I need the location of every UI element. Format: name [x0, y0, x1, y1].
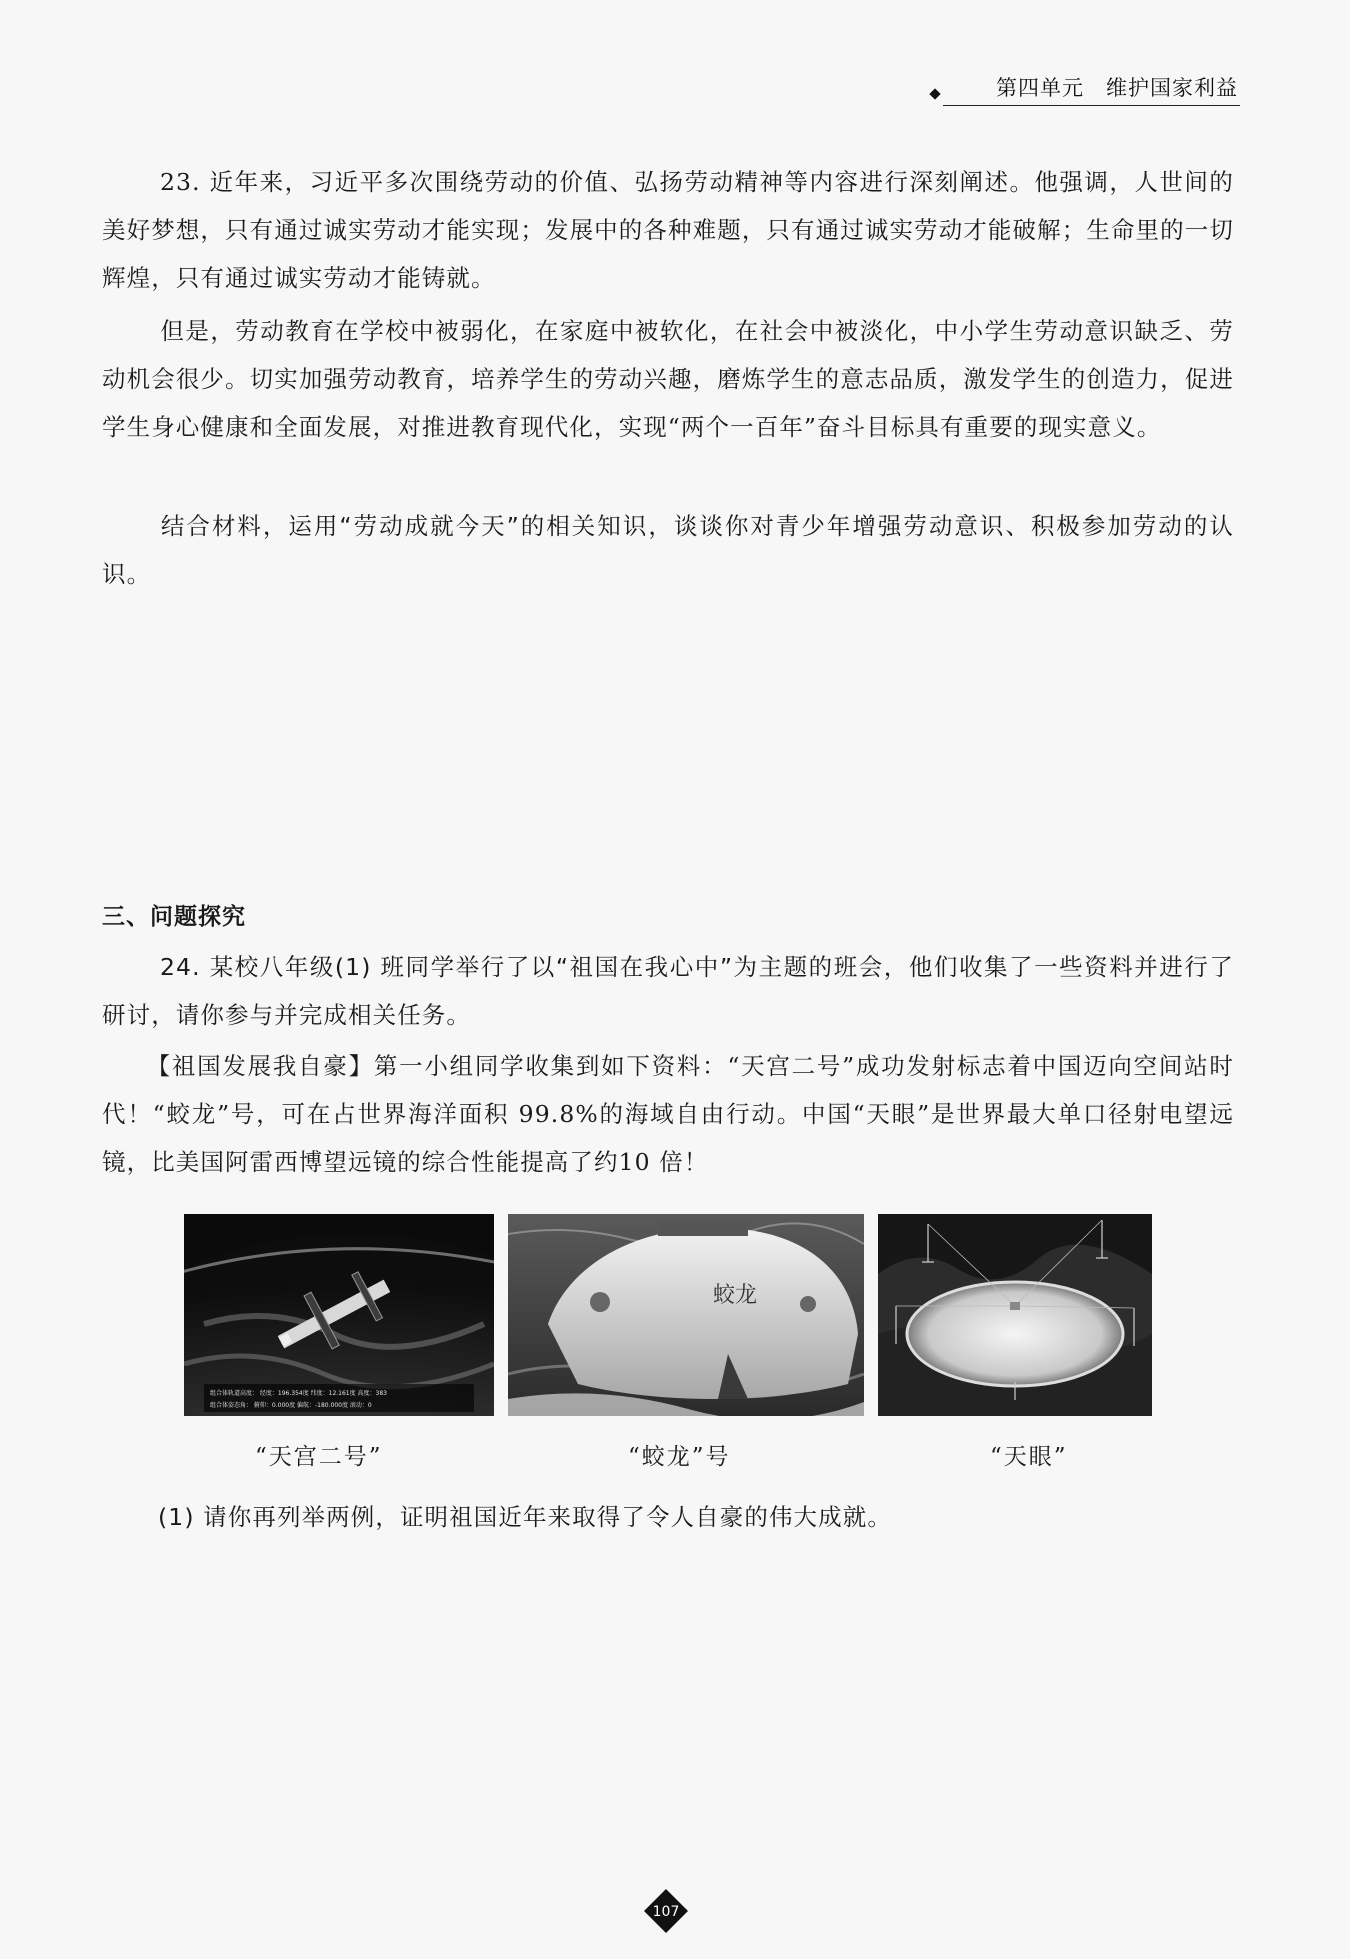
tiangong-caption: “天宫二号” — [255, 1444, 383, 1470]
tianyan-photo — [878, 1214, 1152, 1416]
tianyan-caption: “天眼” — [990, 1444, 1068, 1470]
q24-text-2: 第一小组同学收集到如下资料：“天宫二号”成功发射标志着中国迈向空间站时代！“蛟龙”号，可在占世界海洋面积 99.8%的海域自由行动。中国“天眼”是世界最大单口径射电望远镜，比美国阿雷西博望远镜的综合性能提高了约10 倍！ — [102, 1052, 1235, 1176]
page-number: 107 — [652, 1904, 680, 1920]
jiaolong-caption: “蛟龙”号 — [628, 1444, 731, 1470]
q23-paragraph-2 — [102, 307, 1234, 451]
q24-intro — [102, 943, 1234, 1039]
q23-paragraph-1 — [102, 158, 1234, 302]
jiaolong-photo — [508, 1214, 864, 1416]
q24-text-1: 24. 某校八年级(1) 班同学举行了以“祖国在我心中”为主题的班会，他们收集了一些资料并进行了研讨，请你参与并完成相关任务。 — [102, 953, 1234, 1029]
tiangong-hud-line-2: 组合体姿态角： 俯仰：0.000度 偏航：-180.000度 滚动：0 — [210, 1402, 372, 1409]
q24-text-3: (1) 请你再列举两例，证明祖国近年来取得了令人自豪的伟大成就。 — [158, 1503, 892, 1531]
q23-text-2: 但是，劳动教育在学校中被弱化，在家庭中被软化，在社会中被淡化，中小学生劳动意识缺乏、劳动机会很少。切实加强劳动教育，培养学生的劳动兴趣，磨炼学生的意志品质，激发学生的创造力，促进学生身心健康和全面发展，对推进教育现代化，实现“两个一百年”奋斗目标具有重要的现实意义。 — [102, 317, 1234, 441]
q23-prompt — [102, 502, 1234, 598]
jiaolong-hull-text: 蛟龙 — [713, 1283, 758, 1308]
page-number-badge — [642, 1887, 690, 1935]
unit-title: 第四单元 维护国家利益 — [996, 76, 1238, 100]
section-title: 三、问题探究 — [102, 904, 246, 930]
header-rule — [943, 105, 1240, 106]
q24-material — [102, 1042, 1234, 1186]
tiangong-photo — [184, 1214, 494, 1416]
tiangong-hud-line-1: 组合体轨道高度： 经度：196.354度 纬度：12.161度 高度：383 — [210, 1390, 387, 1397]
running-header — [925, 70, 1240, 106]
q23-text-1: 23. 近年来，习近平多次围绕劳动的价值、弘扬劳动精神等内容进行深刻阐述。他强调，人世间的美好梦想，只有通过诚实劳动才能实现；发展中的各种难题，只有通过诚实劳动才能破解；生命里的一切辉煌，只有通过诚实劳动才能铸就。 — [102, 168, 1234, 292]
q23-text-3: 结合材料，运用“劳动成就今天”的相关知识，谈谈你对青少年增强劳动意识、积极参加劳动的认识。 — [102, 512, 1234, 588]
q24-subquestion-1 — [102, 1493, 1234, 1541]
q24-material-heading: 【祖国发展我自豪】 — [146, 1052, 374, 1080]
diamond-icon — [929, 88, 940, 99]
